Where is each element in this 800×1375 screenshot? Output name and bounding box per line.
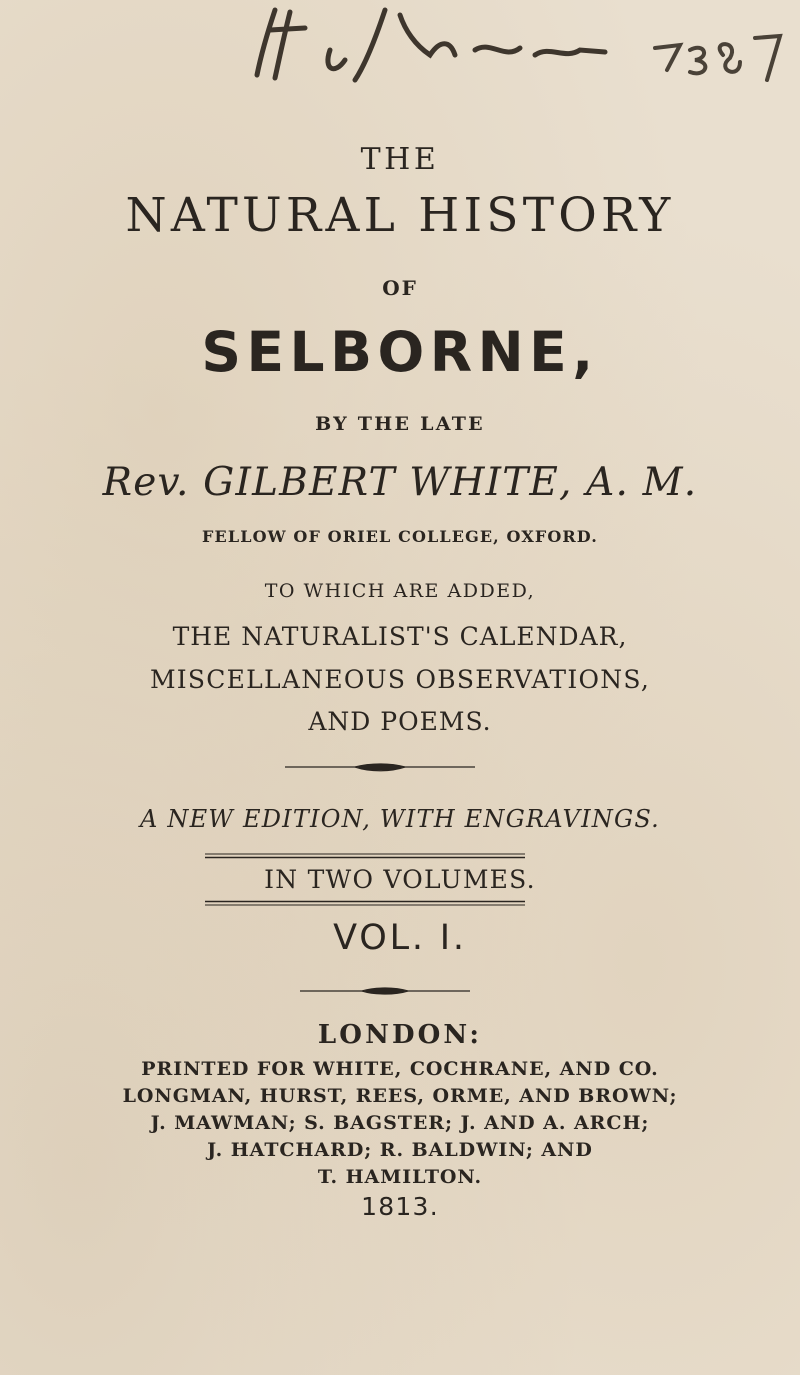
printers-line-2: LONGMAN, HURST, REES, ORME, AND BROWN; (122, 1085, 678, 1107)
double-rule-top (205, 853, 525, 859)
author-name: Rev. GILBERT WHITE, A. M. (102, 460, 698, 505)
title-place: SELBORNE, (201, 320, 599, 384)
ornamental-rule-1 (285, 760, 475, 774)
double-rule-bottom (205, 900, 525, 906)
title-main: NATURAL HISTORY (125, 188, 675, 243)
by-the-late: BY THE LATE (315, 413, 485, 435)
added-intro: TO WHICH ARE ADDED, (264, 580, 536, 602)
printers-line-4: J. HATCHARD; R. BALDWIN; AND (207, 1139, 593, 1161)
printers-line-1: PRINTED FOR WHITE, COCHRANE, AND CO. (141, 1058, 659, 1080)
imprint-year: 1813. (361, 1192, 439, 1221)
title-of: OF (382, 276, 418, 300)
printers-line-3: J. MAWMAN; S. BAGSTER; J. AND A. ARCH; (150, 1112, 650, 1134)
handwritten-inscription (235, 0, 795, 90)
author-fellowship: FELLOW OF ORIEL COLLEGE, OXFORD. (202, 527, 598, 546)
title-the: THE (360, 142, 440, 177)
volume-number: VOL. I. (333, 918, 467, 958)
added-poems: AND POEMS. (308, 707, 492, 736)
added-observations: MISCELLANEOUS OBSERVATIONS, (149, 665, 651, 694)
imprint-city: LONDON: (317, 1020, 483, 1050)
added-calendar: THE NATURALIST'S CALENDAR, (172, 622, 628, 651)
ornamental-rule-2 (300, 985, 470, 997)
printers-line-5: T. HAMILTON. (317, 1166, 483, 1188)
volumes-count: IN TWO VOLUMES. (264, 865, 536, 894)
edition-statement: A NEW EDITION, WITH ENGRAVINGS. (140, 805, 660, 833)
